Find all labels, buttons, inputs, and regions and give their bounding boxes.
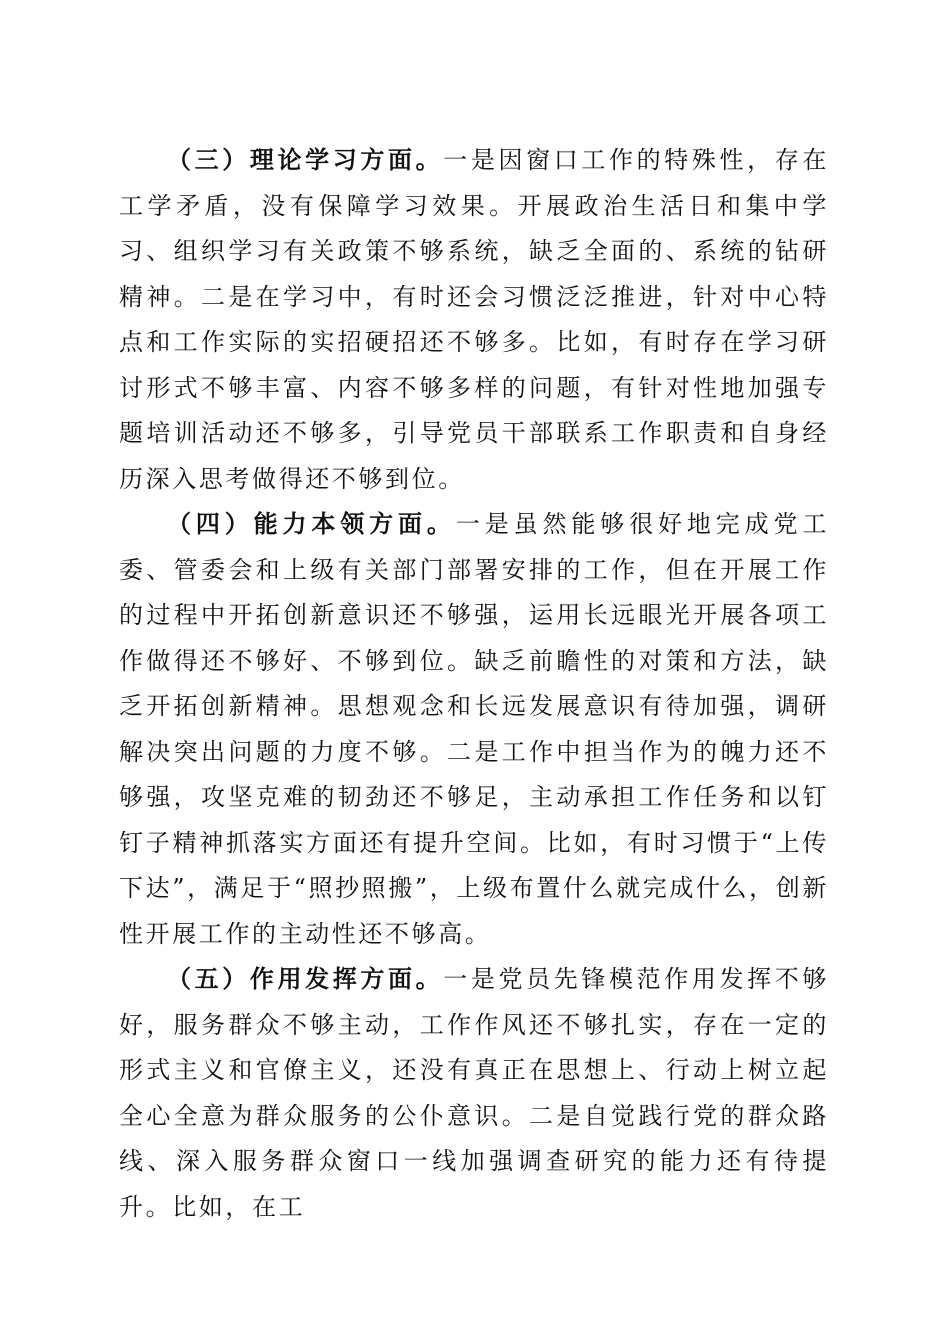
paragraph-ability [119,502,829,957]
paragraph-text: 一是虽然能够很好地完成党工委、管委会和上级有关部门部署安排的工作，但在开展工作的过程中开拓创新意识还不够强，运用长远眼光开展各项工作做得还不够好、不够到位。缺乏前瞻性的对策和方法，缺乏开拓创新精神。思想观念和长远发展意识有待加强，调研解决突出问题的力度不够。二是工作中担当作为的魄力还不够强，攻坚克难的韧劲还不够足，主动承担工作任务和以钉钉子精神抓落实方面还有提升空间。比如，有时习惯于“上传下达”，满足于“照抄照搬”，上级布置什么就完成什么，创新性开展工作的主动性还不够高。 [119,510,829,948]
paragraph-text: 一是党员先锋模范作用发挥不够好，服务群众不够主动，工作作风还不够扎实，存在一定的形式主义和官僚主义，还没有真正在思想上、行动上树立起全心全意为群众服务的公仆意识。二是自觉践行党的群众路线、深入服务群众窗口一线加强调查研究的能力还有待提升。比如，在工 [119,965,830,1221]
paragraph-role [119,957,829,1230]
paragraph-text: 一是因窗口工作的特殊性，存在工学矛盾，没有保障学习效果。开展政治生活日和集中学习、组织学习有关政策不够系统，缺乏全面的、系统的钻研精神。二是在学习中，有时还会习惯泛泛推进，针对中心特点和工作实际的实招硬招还不够多。比如，有时存在学习研讨形式不够丰富、内容不够多样的问题，有针对性地加强专题培训活动还不够多，引导党员干部联系工作职责和自身经历深入思考做得还不够到位。 [119,146,830,493]
section-heading-ability: （四）能力本领方面。 [167,510,456,538]
section-heading-theory-study: （三）理论学习方面。 [167,146,444,174]
document-body [119,138,829,1230]
section-heading-role: （五）作用发挥方面。 [167,965,444,993]
paragraph-theory-study [119,138,829,502]
